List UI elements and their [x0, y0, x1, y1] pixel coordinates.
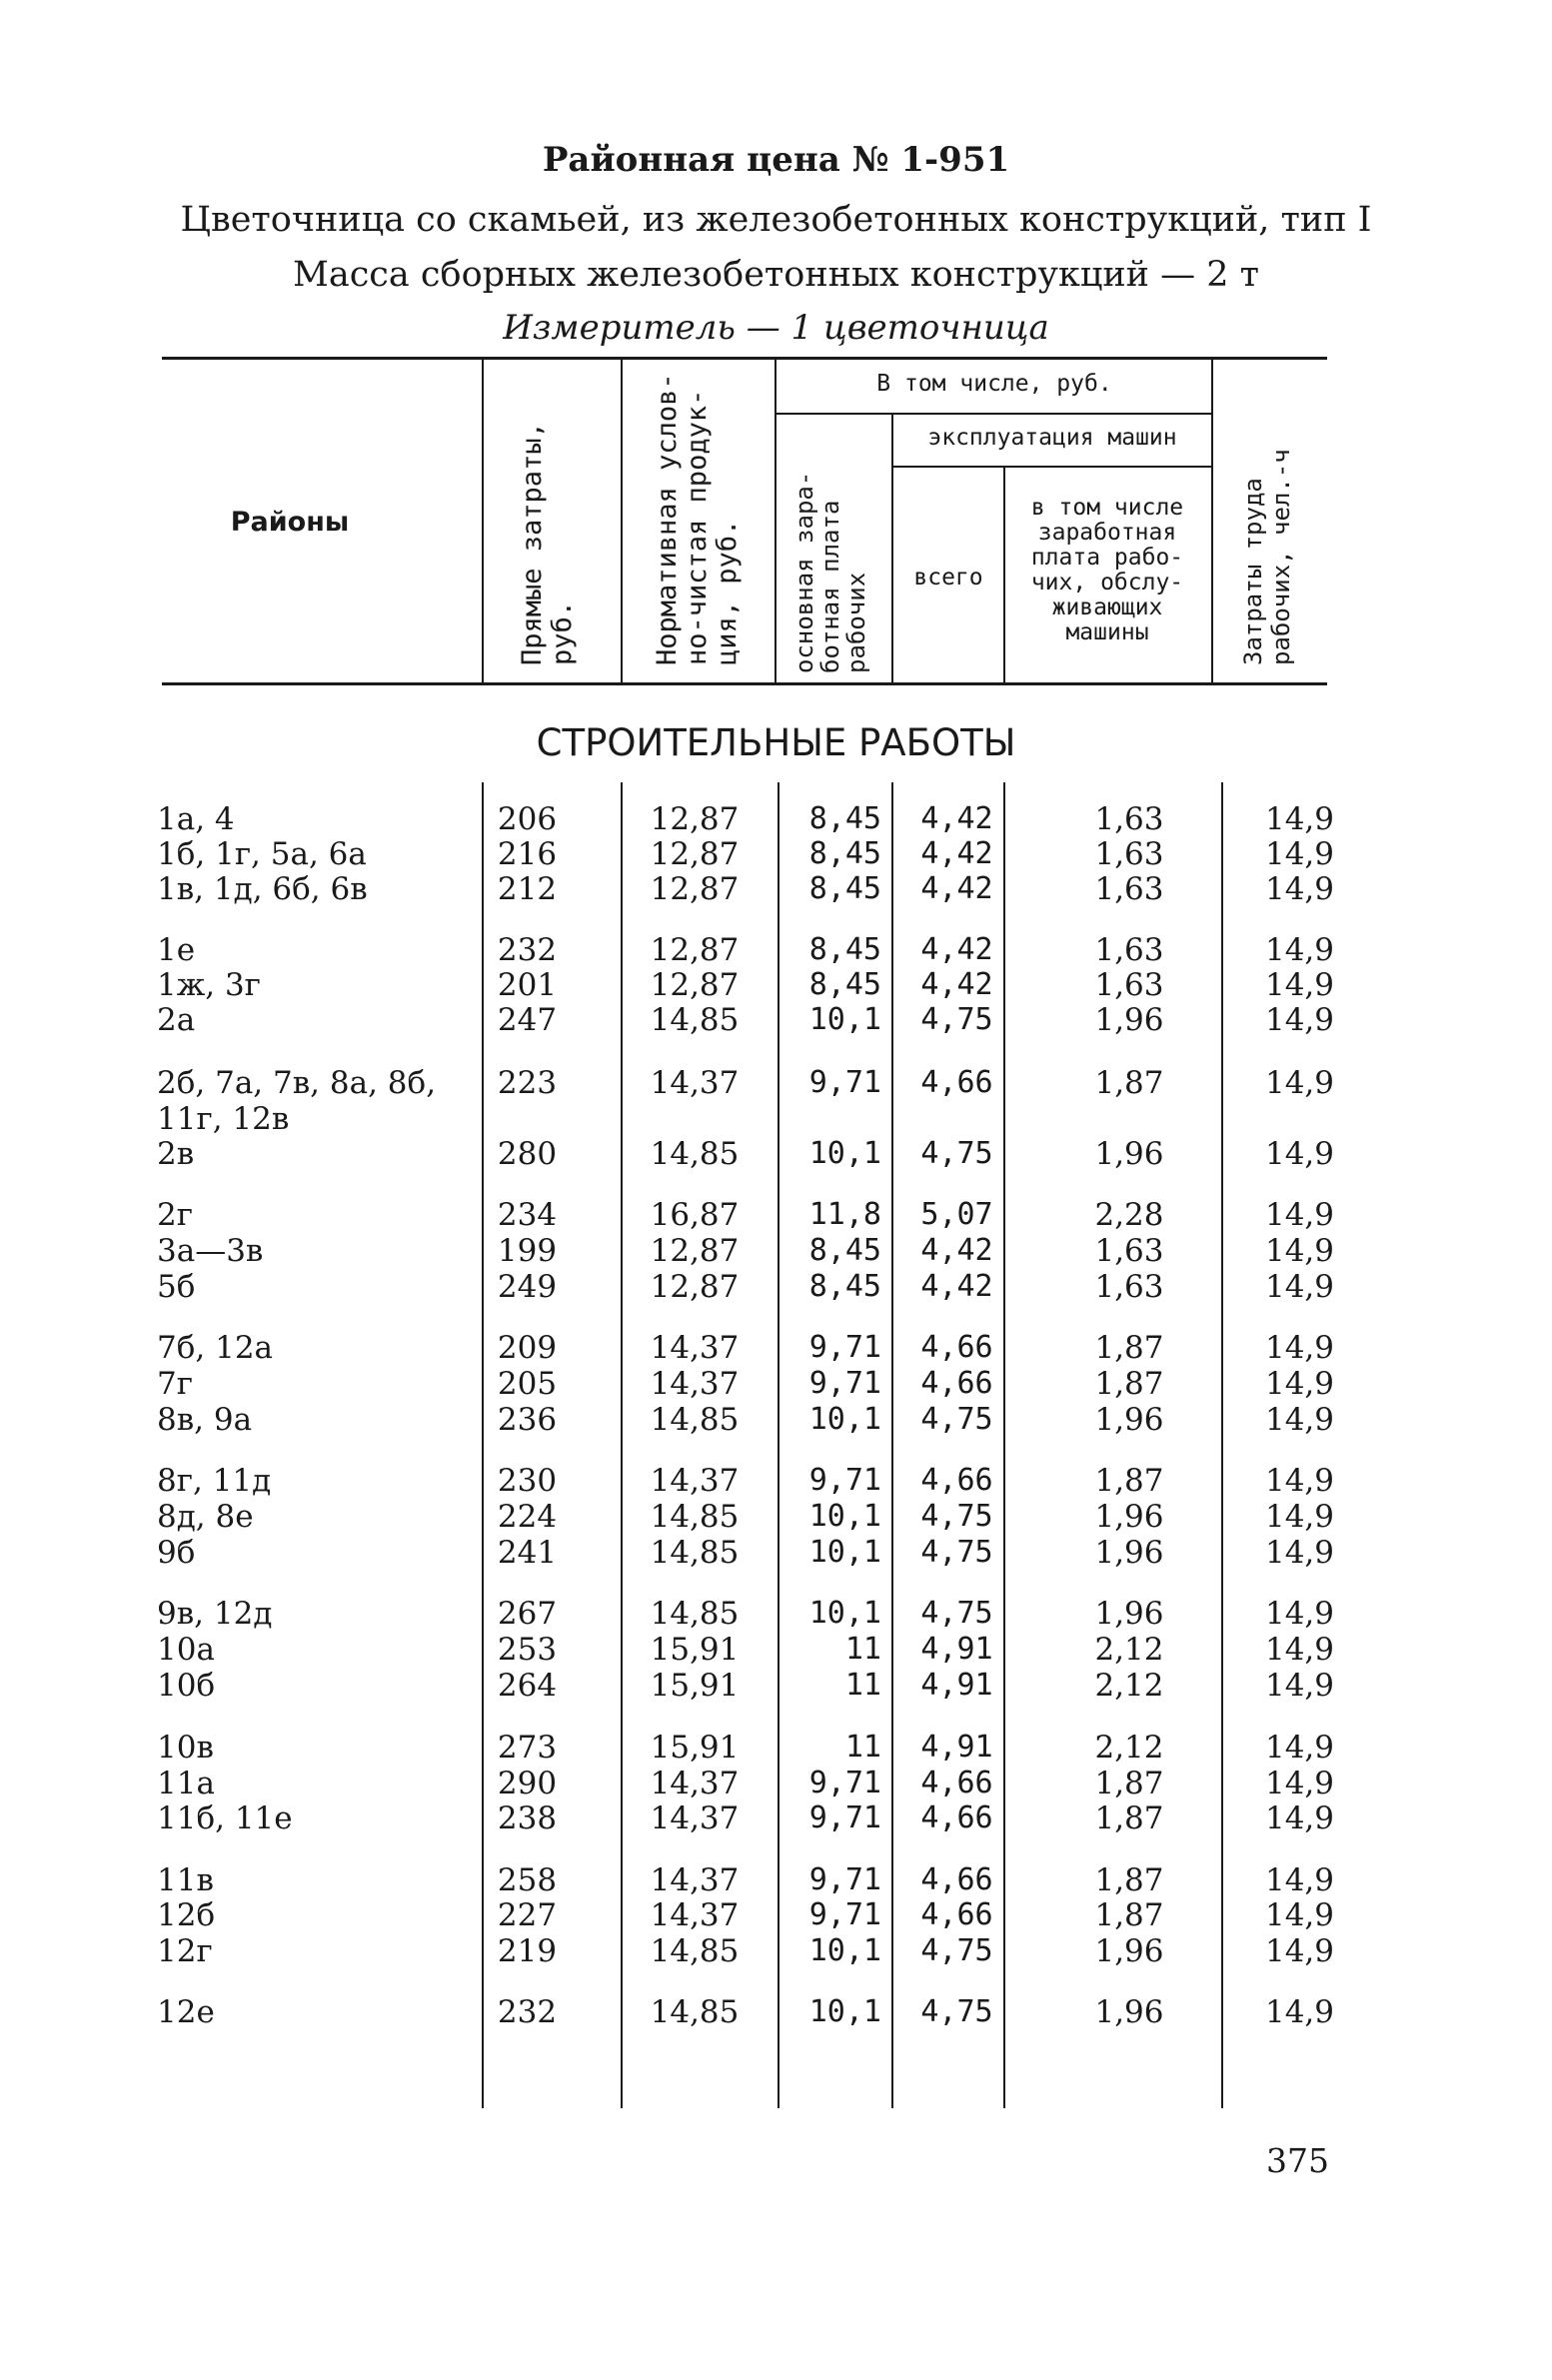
- region-cell: 3а—3в: [157, 1233, 264, 1269]
- header-including: В том числе, руб.: [876, 371, 1112, 397]
- machine-wage-cell: 1,96: [1094, 1596, 1164, 1632]
- header-line: основная зара-: [790, 471, 818, 673]
- labor-cell: 14,9: [1264, 1366, 1334, 1402]
- labor-cell: 14,9: [1264, 1862, 1334, 1898]
- base-wage-cell: 8,45: [808, 836, 881, 871]
- base-wage-cell: 9,71: [808, 1766, 881, 1800]
- base-wage-cell: 10,1: [808, 1535, 881, 1570]
- region-cell: 1а, 4: [157, 801, 235, 837]
- region-cell: 8г, 11д: [157, 1463, 272, 1499]
- region-cell: 7б, 12а: [157, 1330, 274, 1366]
- machine-total-cell: 4,91: [920, 1668, 993, 1703]
- base-wage-cell: 9,71: [808, 1800, 881, 1835]
- base-wage-cell: 8,45: [808, 1233, 881, 1268]
- machine-total-cell: 4,91: [920, 1730, 993, 1765]
- norm-cell: 14,85: [650, 1002, 740, 1038]
- labor-cell: 14,9: [1264, 1994, 1334, 2030]
- direct-cell: 280: [497, 1136, 558, 1172]
- region-cell: 10в: [157, 1730, 214, 1766]
- direct-cell: 219: [497, 1933, 558, 1969]
- direct-cell: 206: [497, 801, 558, 837]
- header-divider: [482, 360, 484, 682]
- direct-cell: 267: [497, 1596, 558, 1632]
- machine-wage-cell: 1,87: [1094, 1065, 1164, 1101]
- norm-cell: 14,85: [650, 1402, 740, 1438]
- machine-total-cell: 4,75: [920, 1596, 993, 1631]
- machine-total-cell: 4,66: [920, 1330, 993, 1365]
- item-subtitle: Цветочница со скамьей, из железобетонных конструкций, тип I: [180, 200, 1372, 240]
- machine-wage-cell: 1,96: [1094, 1994, 1164, 2030]
- machine-total-cell: 4,91: [920, 1632, 993, 1667]
- machine-total-cell: 4,42: [920, 836, 993, 871]
- machines-underline: [891, 466, 1211, 468]
- labor-cell: 14,9: [1264, 1233, 1334, 1269]
- section-title: СТРОИТЕЛЬНЫЕ РАБОТЫ: [536, 721, 1016, 764]
- machine-wage-cell: 1,96: [1094, 1933, 1164, 1969]
- direct-cell: 199: [497, 1233, 558, 1269]
- machine-wage-cell: 2,12: [1094, 1668, 1164, 1704]
- header-line: рабочих, чел.-ч: [1267, 449, 1295, 665]
- machine-wage-cell: 1,63: [1094, 932, 1164, 968]
- labor-cell: 14,9: [1264, 1136, 1334, 1172]
- direct-cell: 249: [497, 1269, 558, 1305]
- machine-wage-cell: 1,96: [1094, 1499, 1164, 1535]
- base-wage-cell: 10,1: [808, 1002, 881, 1037]
- direct-cell: 230: [497, 1463, 558, 1499]
- direct-cell: 236: [497, 1402, 558, 1438]
- norm-cell: 14,37: [650, 1862, 740, 1898]
- norm-cell: 14,85: [650, 1499, 740, 1535]
- machine-wage-cell: 1,96: [1094, 1002, 1164, 1038]
- machine-total-cell: 4,66: [920, 1766, 993, 1800]
- direct-cell: 247: [497, 1002, 558, 1038]
- direct-cell: 205: [497, 1366, 558, 1402]
- norm-cell: 14,37: [650, 1897, 740, 1933]
- region-cell: 11а: [157, 1766, 215, 1801]
- machine-wage-cell: 1,63: [1094, 836, 1164, 872]
- machine-wage-cell: 1,63: [1094, 967, 1164, 1003]
- header-line: ция, руб.: [712, 519, 743, 665]
- machine-total-cell: 4,66: [920, 1862, 993, 1897]
- direct-cell: 241: [497, 1535, 558, 1571]
- direct-cell: 234: [497, 1197, 558, 1233]
- labor-cell: 14,9: [1264, 1002, 1334, 1038]
- base-wage-cell: 9,71: [808, 1463, 881, 1498]
- labor-cell: 14,9: [1264, 1499, 1334, 1535]
- direct-cell: 264: [497, 1668, 558, 1704]
- machine-total-cell: 4,42: [920, 967, 993, 1002]
- base-wage-cell: 10,1: [808, 1994, 881, 2029]
- machine-total-cell: 4,75: [920, 1535, 993, 1570]
- machine-total-cell: 4,75: [920, 1933, 993, 1968]
- header-line: но-чистая продук-: [682, 389, 713, 665]
- labor-cell: 14,9: [1264, 1065, 1334, 1101]
- machine-total-cell: 4,42: [920, 932, 993, 967]
- machine-wage-cell: 1,63: [1094, 1233, 1164, 1269]
- direct-cell: 238: [497, 1800, 558, 1836]
- machine-total-cell: 4,75: [920, 1994, 993, 2029]
- header-divider: [891, 415, 893, 682]
- machine-total-cell: 4,75: [920, 1002, 993, 1037]
- header-divider: [1211, 360, 1213, 682]
- page-number: 375: [1266, 2141, 1329, 2180]
- header-line: плата рабо-: [1030, 545, 1184, 571]
- base-wage-cell: 8,45: [808, 932, 881, 967]
- labor-cell: 14,9: [1264, 1596, 1334, 1632]
- base-wage-cell: 9,71: [808, 1862, 881, 1897]
- region-cell: 11в: [157, 1862, 214, 1898]
- machine-wage-cell: 2,12: [1094, 1632, 1164, 1668]
- region-cell: 9в, 12д: [157, 1596, 273, 1632]
- norm-cell: 14,37: [650, 1330, 740, 1366]
- region-cell: 8д, 8е: [157, 1499, 254, 1535]
- direct-cell: 201: [497, 967, 558, 1003]
- base-wage-cell: 9,71: [808, 1366, 881, 1401]
- labor-cell: 14,9: [1264, 1800, 1334, 1836]
- region-cell: 9б: [157, 1535, 196, 1571]
- machine-wage-cell: 1,87: [1094, 1766, 1164, 1801]
- region-cell: 1в, 1д, 6б, 6в: [157, 871, 368, 907]
- header-divider: [621, 360, 623, 682]
- machine-total-cell: 4,75: [920, 1499, 993, 1534]
- base-wage-cell: 10,1: [808, 1933, 881, 1968]
- header-line: машины: [1065, 619, 1149, 645]
- region-cell: 1е: [157, 932, 196, 968]
- region-cell: 11г, 12в: [157, 1101, 290, 1137]
- labor-cell: 14,9: [1264, 1463, 1334, 1499]
- header-line: Затраты труда: [1239, 478, 1267, 665]
- machine-wage-cell: 1,96: [1094, 1535, 1164, 1571]
- region-cell: 10а: [157, 1632, 215, 1668]
- header-line: живающих: [1051, 595, 1163, 620]
- norm-cell: 12,87: [650, 967, 740, 1003]
- direct-cell: 212: [497, 871, 558, 907]
- direct-cell: 216: [497, 836, 558, 872]
- base-wage-cell: 10,1: [808, 1402, 881, 1437]
- region-cell: 12е: [157, 1994, 215, 2030]
- norm-cell: 14,85: [650, 1136, 740, 1172]
- base-wage-cell: 8,45: [808, 1269, 881, 1304]
- direct-cell: 223: [497, 1065, 558, 1101]
- header-line: рабочих: [842, 572, 870, 673]
- norm-cell: 14,85: [650, 1933, 740, 1969]
- machine-total-cell: 4,42: [920, 1233, 993, 1268]
- norm-cell: 14,37: [650, 1065, 740, 1101]
- machine-wage-cell: 1,63: [1094, 801, 1164, 837]
- region-cell: 1б, 1г, 5а, 6а: [157, 836, 367, 872]
- region-cell: 7г: [157, 1366, 193, 1402]
- machine-wage-cell: 2,12: [1094, 1730, 1164, 1766]
- labor-cell: 14,9: [1264, 1269, 1334, 1305]
- norm-cell: 15,91: [650, 1632, 740, 1668]
- direct-cell: 232: [497, 932, 558, 968]
- norm-cell: 12,87: [650, 1233, 740, 1269]
- region-cell: 2в: [157, 1136, 195, 1172]
- machine-wage-cell: 1,96: [1094, 1136, 1164, 1172]
- header-line: Нормативная услов-: [652, 373, 683, 665]
- base-wage-cell: 11,8: [808, 1197, 881, 1232]
- header-line: чих, обслу-: [1030, 570, 1184, 595]
- labor-cell: 14,9: [1264, 1730, 1334, 1766]
- header-regions: Районы: [230, 507, 350, 538]
- measure-line: Измеритель — 1 цветочница: [503, 308, 1049, 348]
- header-base-wages: [791, 472, 869, 673]
- norm-cell: 14,37: [650, 1800, 740, 1836]
- labor-cell: 14,9: [1264, 967, 1334, 1003]
- base-wage-cell: 10,1: [808, 1596, 881, 1631]
- norm-cell: 16,87: [650, 1197, 740, 1233]
- base-wage-cell: 11: [844, 1668, 881, 1703]
- labor-cell: 14,9: [1264, 1632, 1334, 1668]
- labor-cell: 14,9: [1264, 801, 1334, 837]
- labor-cell: 14,9: [1264, 871, 1334, 907]
- machine-wage-cell: 2,28: [1094, 1197, 1164, 1233]
- machine-total-cell: 5,07: [920, 1197, 993, 1232]
- norm-cell: 14,37: [650, 1766, 740, 1801]
- base-wage-cell: 11: [844, 1730, 881, 1765]
- norm-cell: 12,87: [650, 871, 740, 907]
- norm-cell: 15,91: [650, 1730, 740, 1766]
- direct-cell: 224: [497, 1499, 558, 1535]
- norm-cell: 12,87: [650, 801, 740, 837]
- region-cell: 11б, 11е: [157, 1800, 293, 1836]
- header-machines: эксплуатация машин: [927, 425, 1177, 451]
- norm-cell: 15,91: [650, 1668, 740, 1704]
- base-wage-cell: 9,71: [808, 1065, 881, 1100]
- labor-cell: 14,9: [1264, 932, 1334, 968]
- direct-cell: 253: [497, 1632, 558, 1668]
- body-divider: [621, 782, 623, 2108]
- labor-cell: 14,9: [1264, 1897, 1334, 1933]
- base-wage-cell: 11: [844, 1632, 881, 1667]
- machine-wage-cell: 1,96: [1094, 1402, 1164, 1438]
- header-line: Прямые затраты,: [517, 422, 548, 665]
- norm-cell: 14,37: [650, 1463, 740, 1499]
- base-wage-cell: 8,45: [808, 967, 881, 1002]
- machine-total-cell: 4,66: [920, 1463, 993, 1498]
- machine-total-cell: 4,42: [920, 801, 993, 836]
- body-divider: [891, 782, 893, 2108]
- region-cell: 12г: [157, 1933, 213, 1969]
- machine-total-cell: 4,75: [920, 1402, 993, 1437]
- labor-cell: 14,9: [1264, 1668, 1334, 1704]
- machine-total-cell: 4,42: [920, 871, 993, 906]
- price-title: Районная цена № 1-951: [542, 140, 1010, 180]
- header-direct-costs: [518, 422, 578, 665]
- norm-cell: 12,87: [650, 836, 740, 872]
- machine-total-cell: 4,66: [920, 1800, 993, 1835]
- header-bottom-rule: [162, 682, 1327, 685]
- machine-total-cell: 4,66: [920, 1366, 993, 1401]
- machine-wage-cell: 1,87: [1094, 1897, 1164, 1933]
- base-wage-cell: 10,1: [808, 1499, 881, 1534]
- direct-cell: 290: [497, 1766, 558, 1801]
- machine-wage-cell: 1,63: [1094, 1269, 1164, 1305]
- direct-cell: 209: [497, 1330, 558, 1366]
- norm-cell: 14,85: [650, 1596, 740, 1632]
- header-labor-costs: [1239, 449, 1295, 665]
- direct-cell: 258: [497, 1862, 558, 1898]
- table-top-rule: [162, 357, 1327, 360]
- region-cell: 10б: [157, 1668, 216, 1704]
- body-divider: [1221, 782, 1223, 2108]
- machine-wage-cell: 1,63: [1094, 871, 1164, 907]
- header-line: заработная: [1037, 520, 1177, 546]
- header-line: в том числе: [1030, 495, 1184, 521]
- header-divider: [775, 360, 776, 682]
- incl-underline: [775, 413, 1211, 415]
- header-machines-total: всего: [913, 565, 983, 591]
- machine-total-cell: 4,66: [920, 1065, 993, 1100]
- base-wage-cell: 9,71: [808, 1897, 881, 1932]
- labor-cell: 14,9: [1264, 1197, 1334, 1233]
- labor-cell: 14,9: [1264, 1330, 1334, 1366]
- region-cell: 8в, 9а: [157, 1402, 253, 1438]
- labor-cell: 14,9: [1264, 1402, 1334, 1438]
- region-cell: 2б, 7а, 7в, 8а, 8б,: [157, 1065, 437, 1101]
- base-wage-cell: 9,71: [808, 1330, 881, 1365]
- machine-wage-cell: 1,87: [1094, 1800, 1164, 1836]
- base-wage-cell: 8,45: [808, 801, 881, 836]
- labor-cell: 14,9: [1264, 1933, 1334, 1969]
- direct-cell: 227: [497, 1897, 558, 1933]
- direct-cell: 232: [497, 1994, 558, 2030]
- norm-cell: 14,85: [650, 1535, 740, 1571]
- labor-cell: 14,9: [1264, 1766, 1334, 1801]
- machine-total-cell: 4,42: [920, 1269, 993, 1304]
- machine-wage-cell: 1,87: [1094, 1862, 1164, 1898]
- region-cell: 5б: [157, 1269, 196, 1305]
- machine-wage-cell: 1,87: [1094, 1330, 1164, 1366]
- machine-wage-cell: 1,87: [1094, 1366, 1164, 1402]
- mass-line: Масса сборных железобетонных конструкций — 2 т: [293, 255, 1259, 295]
- base-wage-cell: 10,1: [808, 1136, 881, 1171]
- base-wage-cell: 8,45: [808, 871, 881, 906]
- header-line: ботная плата: [816, 500, 844, 673]
- norm-cell: 14,85: [650, 1994, 740, 2030]
- region-cell: 2г: [157, 1197, 193, 1233]
- norm-cell: 14,37: [650, 1366, 740, 1402]
- machine-total-cell: 4,66: [920, 1897, 993, 1932]
- region-cell: 12б: [157, 1897, 216, 1933]
- labor-cell: 14,9: [1264, 836, 1334, 872]
- norm-cell: 12,87: [650, 932, 740, 968]
- machine-wage-cell: 1,87: [1094, 1463, 1164, 1499]
- header-normative-output: [653, 373, 743, 665]
- header-machine-wages: [1005, 496, 1209, 645]
- region-cell: 1ж, 3г: [157, 967, 261, 1003]
- labor-cell: 14,9: [1264, 1535, 1334, 1571]
- machine-total-cell: 4,75: [920, 1136, 993, 1171]
- region-cell: 2а: [157, 1002, 196, 1038]
- direct-cell: 273: [497, 1730, 558, 1766]
- norm-cell: 12,87: [650, 1269, 740, 1305]
- header-line: руб.: [547, 599, 578, 665]
